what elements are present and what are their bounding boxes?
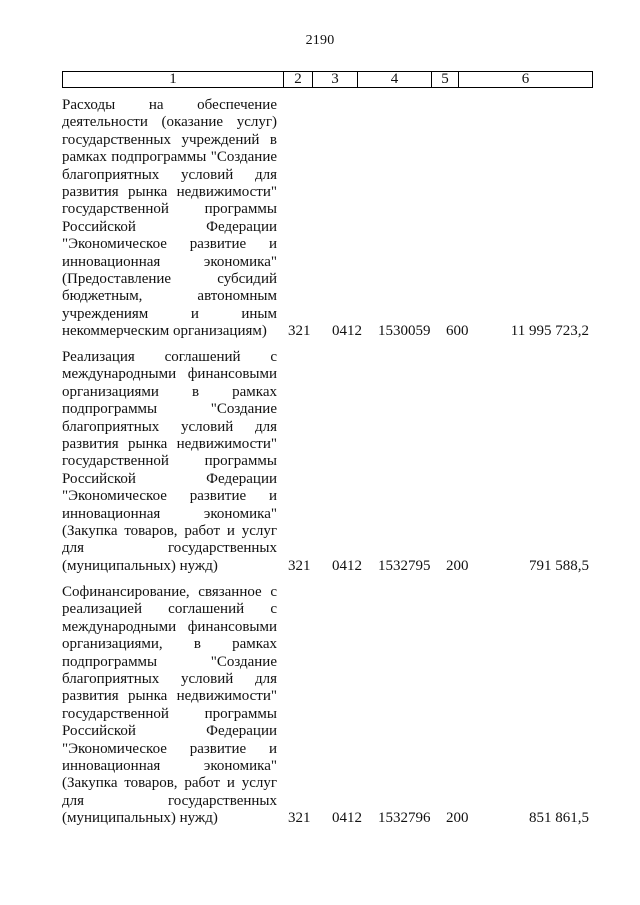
column-number-6: 6 xyxy=(521,71,530,87)
cell-vr: 600 xyxy=(446,323,469,339)
description-line: деятельности (оказание услуг) xyxy=(62,114,277,131)
description-line: благоприятных условий для xyxy=(62,670,277,687)
column-number-4: 4 xyxy=(358,72,432,87)
description-line: государственной программы xyxy=(62,453,277,470)
row-description xyxy=(62,349,277,575)
description-line: благоприятных условий для xyxy=(62,166,277,183)
description-line: инновационная экономика" xyxy=(62,757,277,774)
description-line: государственной программы xyxy=(62,201,277,218)
description-line: организациями, в рамках xyxy=(62,636,277,653)
cell-vr: 200 xyxy=(446,558,469,574)
description-line: бюджетным, автономным xyxy=(62,288,277,305)
cell-vr: 200 xyxy=(446,810,469,826)
description-line: подпрограммы "Создание xyxy=(62,401,277,418)
cell-sum: 851 861,5 xyxy=(529,810,589,826)
description-line: (Закупка товаров, работ и услуг xyxy=(62,775,277,792)
cell-rz: 0412 xyxy=(332,810,362,826)
description-line: организациями в рамках xyxy=(62,383,277,400)
description-line: учреждениям и иным xyxy=(62,305,277,322)
description-line: развития рынка недвижимости" xyxy=(62,688,277,705)
cell-cs: 1532795 xyxy=(378,558,431,574)
description-line: Российской Федерации xyxy=(62,723,277,740)
row-description xyxy=(62,97,277,340)
description-line: для государственных xyxy=(62,792,277,809)
description-line: "Экономическое развитие и xyxy=(62,740,277,757)
description-line: развития рынка недвижимости" xyxy=(62,435,277,452)
description-line: инновационная экономика" xyxy=(62,505,277,522)
description-line: государственной программы xyxy=(62,705,277,722)
description-line: государственных учреждений в xyxy=(62,131,277,148)
description-line: (Закупка товаров, работ и услуг xyxy=(62,522,277,539)
description-line: Расходы на обеспечение xyxy=(62,97,277,113)
description-line: благоприятных условий для xyxy=(62,418,277,435)
description-line: "Экономическое развитие и xyxy=(62,488,277,505)
cell-sum: 791 588,5 xyxy=(529,558,589,574)
description-line: международными финансовыми xyxy=(62,366,277,383)
cell-rz: 0412 xyxy=(332,558,362,574)
description-line: (муниципальных) нужд) xyxy=(62,810,218,827)
description-line: рамках подпрограммы "Создание xyxy=(62,149,277,166)
description-line: Российской Федерации xyxy=(62,470,277,487)
column-number-3: 3 xyxy=(313,72,358,87)
description-line: подпрограммы "Создание xyxy=(62,653,277,670)
cell-cs: 1532796 xyxy=(378,810,431,826)
cell-rz: 0412 xyxy=(332,323,362,339)
cell-gr: 321 xyxy=(288,323,311,339)
description-line: Реализация соглашений с xyxy=(62,349,277,365)
row-description xyxy=(62,584,277,827)
description-line: некоммерческим организациям) xyxy=(62,323,267,340)
description-line: развития рынка недвижимости" xyxy=(62,183,277,200)
description-line: Софинансирование, связанное с xyxy=(62,584,277,600)
cell-cs: 1530059 xyxy=(378,323,431,339)
column-number-5: 5 xyxy=(432,72,459,87)
description-line: реализацией соглашений с xyxy=(62,601,277,618)
cell-sum: 11 995 723,2 xyxy=(510,323,589,339)
description-line: для государственных xyxy=(62,540,277,557)
description-line: инновационная экономика" xyxy=(62,253,277,270)
table-header-row xyxy=(62,71,593,88)
column-number-1: 1 xyxy=(63,72,284,87)
cell-gr: 321 xyxy=(288,810,311,826)
column-number-2: 2 xyxy=(284,72,313,87)
cell-gr: 321 xyxy=(288,558,311,574)
description-line: международными финансовыми xyxy=(62,618,277,635)
description-line: "Экономическое развитие и xyxy=(62,236,277,253)
description-line: Российской Федерации xyxy=(62,218,277,235)
description-line: (Предоставление субсидий xyxy=(62,270,277,287)
description-line: (муниципальных) нужд) xyxy=(62,557,218,574)
page-number: 2190 xyxy=(305,33,335,48)
